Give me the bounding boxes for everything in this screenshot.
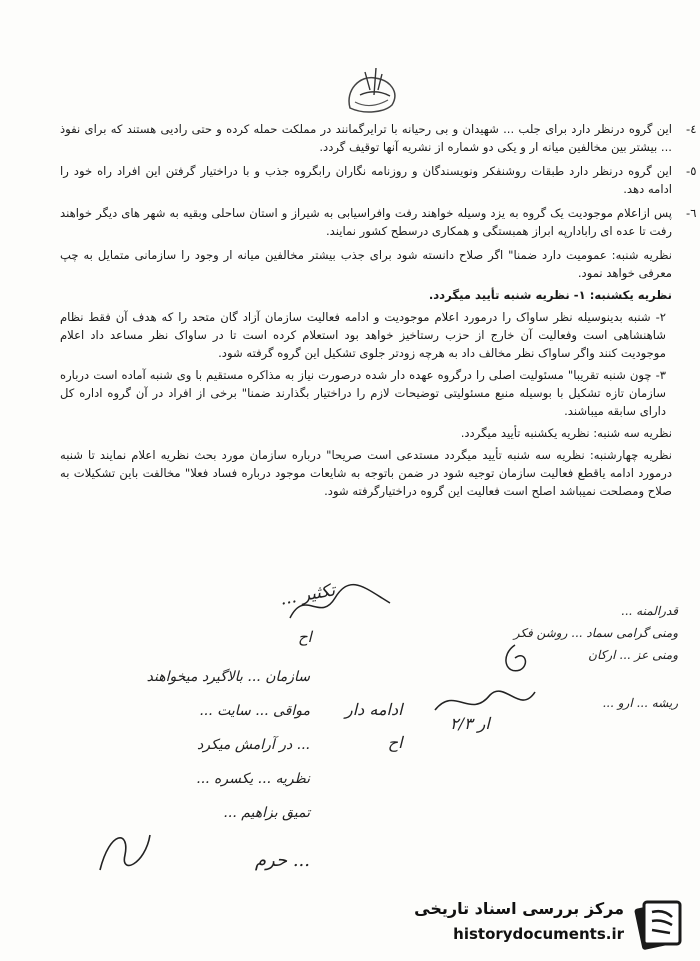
signature-stroke-icon: [90, 820, 160, 880]
logo-website: historydocuments.ir: [453, 925, 624, 943]
theory-sunday-point-2: ۲- شنبه بدینوسیله نظر ساواک را درمورد اعلام موجودیت و ادامه فعالیت سازمان آزاد گان متحد را که هدف آن فقط نظام شاهنشاهی است وفعالیت آن خارج از حزب رستاخیز خواهد بود استعلام کرده است تا در ساواک نظر مساعد داد اعلام موجودیت کنند واگر ساواک نظر مخالف داد به هرچه زودتر جلوی تشکیل این گروه گرفته شود.: [60, 310, 666, 360]
note-line: قدرالمنه ...: [620, 604, 678, 618]
item-text: این گروه درنظر دارد برای جلب ... شهیدان و بی رحیانه با ترایرگمانند در مملکت حمله کرده و حتی رادیی هستند که برای نفوذ ... بیشتر بین مخالفین میانه ار و یکی دو شماره از نشریه آنها توقیف گردد.: [60, 122, 672, 154]
note-line: ... در آرامش میکرد: [197, 737, 310, 753]
list-item: [60, 120, 697, 156]
note-line: ... حرم: [254, 850, 310, 871]
note-line: نظریه ... یکسره ...: [196, 771, 310, 787]
note-line: ومنی عز ... ارکان: [588, 648, 678, 662]
signature-text: اح: [298, 628, 312, 646]
list-item: [60, 162, 697, 198]
signature-text: تکثیر ...: [278, 580, 337, 610]
signature-text: ار ۲/۳: [450, 714, 490, 733]
note-line: ریشه ... ارو ...: [602, 696, 678, 710]
theory-sunday-point-3: ۳- چون شنبه تقریبا" مسئولیت اصلی را درگروه عهده دار شده درصورت نیاز به مذاکره مستقیم با وی شنبه آماده است درباره سازمان تازه تشکیل با بوسیله منبع مسئولیتی توضیحات لازم را دراختیار بگذارند ضمنا" برخی از افراد در آن گروه اداره کل دارای سابقه میباشند.: [60, 368, 666, 418]
item-text: این گروه درنظر دارد طبقات روشنفکر ونویسندگان و روزنامه نگاران رابگروه جذب و با دراختیار گرفتن این افراد راه خود را ادامه دهد.: [60, 164, 672, 196]
theory-tuesday: نظریه سه شنبه: نظریه یکشنبه تأیید میگردد.: [460, 426, 672, 440]
signature-stroke-icon: [495, 640, 535, 680]
signature-stroke-icon: [430, 680, 540, 725]
stamp-seal-icon: [330, 60, 420, 120]
logo-name: مرکز بررسی اسناد تاریخی: [414, 899, 624, 918]
theory-wednesday: نظریه چهارشنبه: نظریه سه شنبه تأیید میگردد مستدعی است صریحا" درباره سازمان مورد بحث نظریه اعلام نمایند تا شنبه درمورد ادامه یاقطع فعالیت سازمان توجیه شود در ضمن باتوجه به شایعات موجود درباره فساد فعلا" مخالفت باین تشکیلات به صلاح ومصلحت نمیباشد اصلح است فعالیت این گروه دراختیارگرفته شود.: [60, 448, 672, 498]
item-number: -٦: [686, 206, 697, 220]
center-signature-sub: [298, 628, 312, 646]
middle-note: [345, 700, 403, 752]
item-text: پس ازاعلام موجودیت یک گروه به یزد وسیله خواهند رفت وافراسیابی به شیراز و استان ساحلی وبقیه به شهر های دیگر خواهند رفت تا عده ای رابادارپه ابراز همبستگی و همکاری درسطح کشور نمایند.: [60, 206, 672, 238]
typed-body: [60, 120, 697, 504]
archive-logo: [412, 893, 692, 953]
note-line: سازمان ... بالاگیرد میخواهند: [146, 669, 310, 685]
item-number: -٥: [686, 164, 697, 178]
list-item: [60, 204, 697, 240]
note-line: ومنی گرامی سماد ... روشن فکر: [513, 626, 678, 640]
theory-saturday: نظریه شنبه: عمومیت دارد ضمنا" اگر صلاح دانسته شود برای جذب بیشتر مخالفین میانه ار وجود را سازمانی متمایل به چپ معرفی خواهد نمود.: [60, 248, 672, 280]
note-line: تمیق بزاهیم ...: [223, 805, 310, 821]
note-line: ادامه دار: [345, 700, 403, 719]
item-number: -٤: [686, 122, 697, 136]
document-archive-icon: [632, 897, 686, 951]
theory-sunday-heading: نظریه یکشنبه: ۱- نظریه شنبه تأیید میگردد.: [428, 288, 672, 302]
note-line: مواقی ... سایت ...: [199, 703, 310, 719]
note-line: اح: [387, 733, 403, 752]
signature-stroke-icon: [285, 578, 395, 628]
